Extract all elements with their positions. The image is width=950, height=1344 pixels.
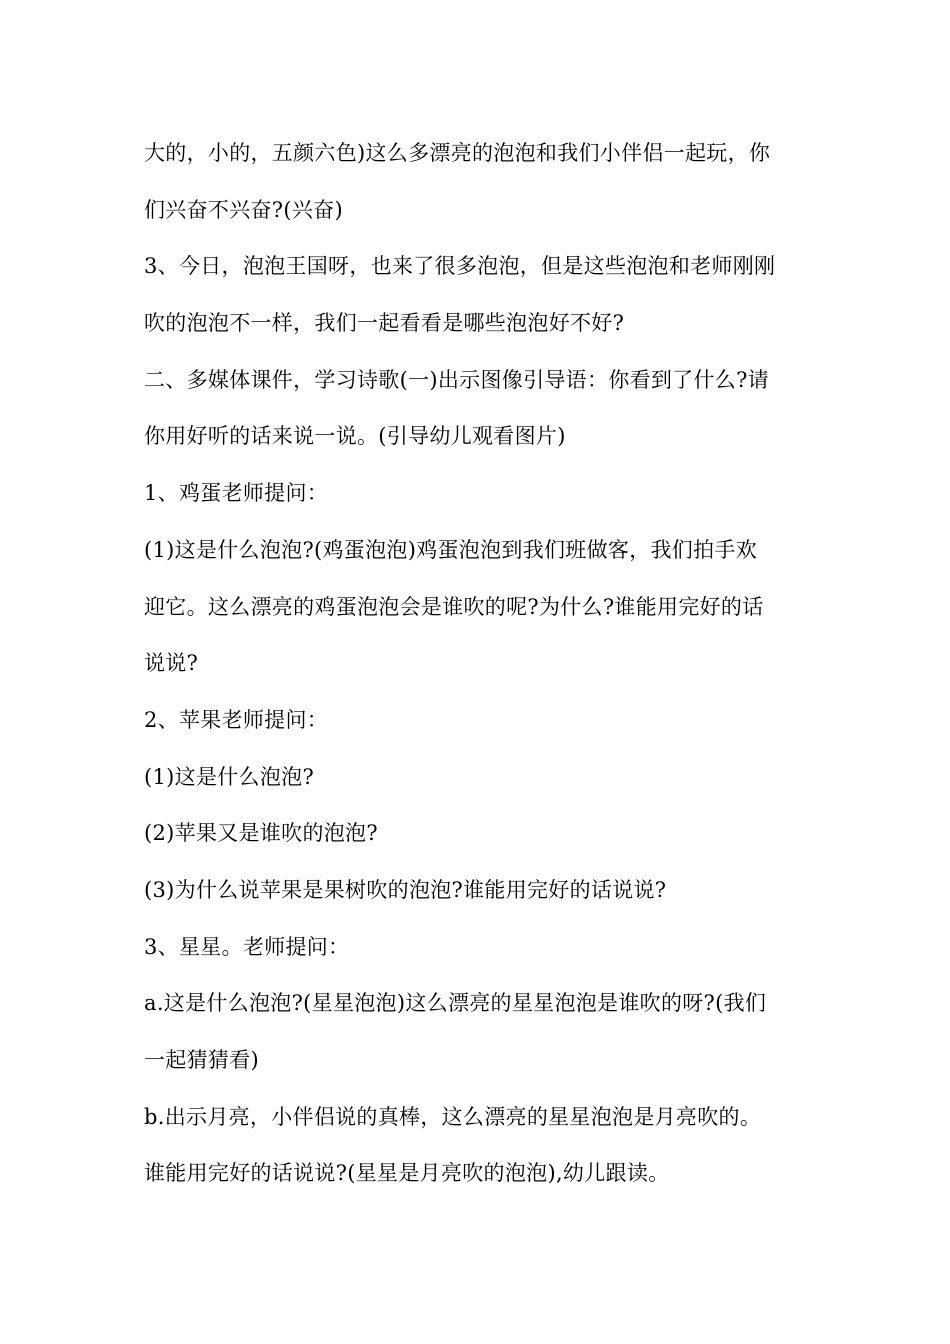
text-line: 一起猜猜看) (144, 1048, 259, 1072)
text-line: (1)这是什么泡泡? (144, 764, 315, 789)
document-body (144, 125, 810, 1202)
text-line: 吹的泡泡不一样，我们一起看看是哪些泡泡好不好? (144, 311, 625, 336)
text-line: 3、今日，泡泡王国呀，也来了很多泡泡，但是这些泡泡和老师刚刚 (144, 254, 776, 279)
text-line: b.出示月亮，小伴侣说的真棒，这么漂亮的星星泡泡是月亮吹的。 (144, 1104, 762, 1129)
text-line: 你用好听的话来说一说。(引导幼儿观看图片) (144, 424, 566, 449)
text-line: (1)这是什么泡泡?(鸡蛋泡泡)鸡蛋泡泡到我们班做客，我们拍手欢 (144, 537, 757, 562)
text-line: (2)苹果又是谁吹的泡泡? (144, 821, 378, 846)
text-line: 二、多媒体课件，学习诗歌(一)出示图像引导语：你看到了什么?请 (144, 367, 769, 392)
text-line: 迎它。这么漂亮的鸡蛋泡泡会是谁吹的呢?为什么?谁能用完好的话 (144, 594, 764, 619)
text-line: 们兴奋不兴奋?(兴奋) (144, 197, 343, 222)
text-line: 2、苹果老师提问： (144, 707, 329, 732)
text-line: 3、星星。老师提问： (144, 934, 350, 959)
text-line: 大的，小的，五颜六色)这么多漂亮的泡泡和我们小伴侣一起玩，你 (144, 141, 771, 165)
text-line: 谁能用完好的话说说?(星星是月亮吹的泡泡),幼儿跟读。 (144, 1161, 670, 1186)
text-line: (3)为什么说苹果是果树吹的泡泡?谁能用完好的话说说? (144, 877, 667, 902)
text-line: a.这是什么泡泡?(星星泡泡)这么漂亮的星星泡泡是谁吹的呀?(我们 (144, 991, 767, 1016)
text-line: 1、鸡蛋老师提问： (144, 481, 329, 506)
text-line: 说说? (144, 651, 199, 676)
